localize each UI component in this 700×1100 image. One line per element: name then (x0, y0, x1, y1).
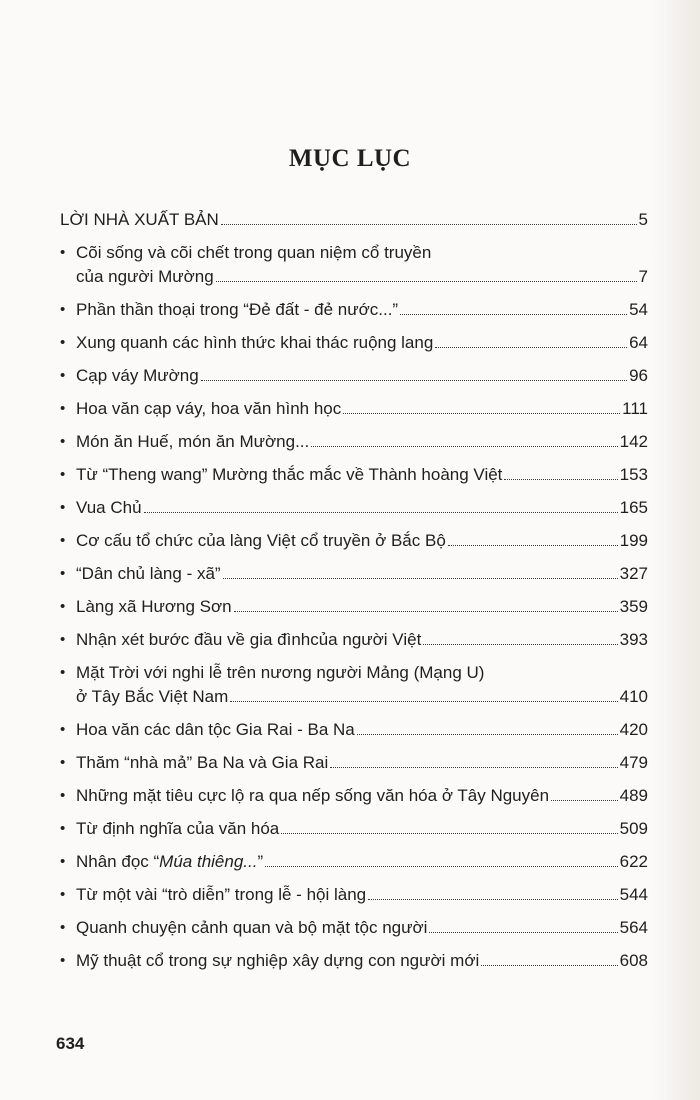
toc-entry-title: ở Tây Bắc Việt Nam (76, 687, 229, 706)
toc-entry-line (76, 850, 648, 874)
toc-entry-title: • Những mặt tiêu cực lộ ra qua nếp sống văn hóa ở Tây Nguyên (76, 786, 550, 805)
toc-page-number: 199 (619, 531, 648, 550)
toc-entry (60, 916, 648, 940)
toc-entry-line (76, 397, 648, 421)
toc-page-number: 111 (622, 399, 648, 418)
toc-page-number: 96 (629, 366, 648, 385)
dot-leader (201, 380, 627, 381)
dot-leader (435, 347, 627, 348)
toc-page-number: 359 (619, 597, 648, 616)
toc-entry (60, 397, 648, 421)
toc-entry-title: của người Mường (76, 267, 214, 286)
toc-page-number: 142 (619, 432, 648, 451)
toc-entry-title: LỜI NHÀ XUẤT BẢN (60, 210, 219, 229)
toc-page-number: 64 (629, 333, 648, 352)
toc-entry-title: • Nhận xét bước đầu về gia đìnhcủa người Việt (76, 630, 422, 649)
toc-page-number: 7 (638, 267, 648, 286)
toc-entry (60, 364, 648, 388)
toc-entry-title: • Hoa văn cạp váy, hoa văn hình học (76, 399, 342, 418)
toc-entry-line (76, 430, 648, 454)
toc-entry (60, 817, 648, 841)
dot-leader (343, 413, 620, 414)
dot-leader (429, 932, 617, 933)
dot-leader (144, 512, 618, 513)
dot-leader (357, 734, 618, 735)
toc-entry-line (76, 562, 648, 586)
page-number: 634 (56, 1034, 85, 1053)
toc-page-number: 153 (619, 465, 648, 484)
toc-entry (60, 430, 648, 454)
toc-entry-line (76, 784, 648, 808)
toc-entry (60, 595, 648, 619)
toc-entry-title: • Thăm “nhà mả” Ba Na và Gia Rai (76, 753, 329, 772)
toc-entry (60, 496, 648, 520)
toc-entry-title: • “Dân chủ làng - xã” (76, 564, 221, 583)
toc-entry-title: • Quanh chuyện cảnh quan và bộ mặt tộc người (76, 918, 428, 937)
toc-page-number: 608 (619, 951, 648, 970)
toc-entry-line (76, 916, 648, 940)
toc-page-number: 544 (619, 885, 648, 904)
dot-leader (223, 578, 618, 579)
dot-leader (234, 611, 618, 612)
toc-entry (60, 883, 648, 907)
toc-page-number: 54 (629, 300, 648, 319)
toc-entry (60, 529, 648, 553)
toc-entry (60, 784, 648, 808)
toc-page-number: 509 (619, 819, 648, 838)
toc-entry-title: • Từ một vài “trò diễn” trong lễ - hội làng (76, 885, 367, 904)
toc-entry-title-line: • Cõi sống và cõi chết trong quan niệm cổ truyền (76, 243, 432, 262)
dot-leader (504, 479, 617, 480)
toc-entry-line (76, 331, 648, 355)
toc-entry-line (76, 883, 648, 907)
dot-leader (448, 545, 618, 546)
toc-entry (60, 949, 648, 973)
toc-entry-line (76, 949, 648, 973)
toc-page-number: 564 (619, 918, 648, 937)
toc-page-number: 5 (638, 210, 648, 229)
toc-entry-title: • Cơ cấu tổ chức của làng Việt cổ truyền ở Bắc Bộ (76, 531, 446, 550)
toc-entry (60, 241, 648, 289)
toc-entry-title: • Hoa văn các dân tộc Gia Rai - Ba Na (76, 720, 355, 739)
toc-entry-title: • Nhân đọc “Múa thiêng...” (76, 852, 264, 871)
toc-entry-title: • Vua Chủ (76, 498, 142, 517)
toc-entry-line (76, 529, 648, 553)
dot-leader (330, 767, 617, 768)
toc-entry-line (76, 628, 648, 652)
toc-page-number: 327 (619, 564, 648, 583)
toc-entry-line (76, 496, 648, 520)
dot-leader (551, 800, 618, 801)
toc-entry-line (76, 298, 648, 322)
toc-entry (60, 298, 648, 322)
toc-entry (60, 208, 648, 232)
toc-entry-title: • Phần thần thoại trong “Đẻ đất - đẻ nước...” (76, 300, 399, 319)
toc-entry-line (76, 364, 648, 388)
toc-entry-line (76, 463, 648, 487)
toc-entry-title: • Món ăn Huế, món ăn Mường... (76, 432, 310, 451)
toc-entry-title: • Mỹ thuật cổ trong sự nghiệp xây dựng con người mới (76, 951, 480, 970)
toc-entry-line (76, 817, 648, 841)
toc-entry-title: • Xung quanh các hình thức khai thác ruộng lang (76, 333, 434, 352)
toc-page-number: 410 (619, 687, 648, 706)
dot-leader (281, 833, 617, 834)
dot-leader (400, 314, 627, 315)
toc-entry (60, 628, 648, 652)
toc-entry-line (76, 685, 648, 709)
toc-entry-line (76, 718, 648, 742)
toc-page-number: 489 (619, 786, 648, 805)
toc-page-number: 479 (619, 753, 648, 772)
toc-entry-line (76, 265, 648, 289)
dot-leader (481, 965, 617, 966)
toc-entry-line (76, 595, 648, 619)
dot-leader (368, 899, 618, 900)
toc-entry-title: • Từ định nghĩa của văn hóa (76, 819, 280, 838)
dot-leader (216, 281, 637, 282)
dot-leader (221, 224, 637, 225)
toc-entry-line (60, 208, 648, 232)
toc-entry-title: • Từ “Theng wang” Mường thắc mắc về Thành hoàng Việt (76, 465, 503, 484)
toc-entry-title-line: • Mặt Trời với nghi lễ trên nương người Mảng (Mạng U) (76, 663, 485, 682)
toc-page-number: 165 (619, 498, 648, 517)
toc-entry (60, 562, 648, 586)
toc-page-number: 622 (619, 852, 648, 871)
toc-entry (60, 661, 648, 709)
toc-entry-line (76, 751, 648, 775)
toc-entry (60, 718, 648, 742)
toc-entry (60, 850, 648, 874)
table-of-contents (60, 208, 648, 982)
toc-entry (60, 751, 648, 775)
dot-leader (423, 644, 617, 645)
toc-entry-title: • Cạp váy Mường (76, 366, 199, 385)
toc-entry (60, 331, 648, 355)
page-title: MỤC LỤC (288, 144, 412, 172)
toc-entry (60, 463, 648, 487)
toc-page-number: 420 (619, 720, 648, 739)
toc-entry-title: • Làng xã Hương Sơn (76, 597, 232, 616)
dot-leader (230, 701, 617, 702)
dot-leader (311, 446, 617, 447)
toc-page-number: 393 (619, 630, 648, 649)
dot-leader (265, 866, 618, 867)
